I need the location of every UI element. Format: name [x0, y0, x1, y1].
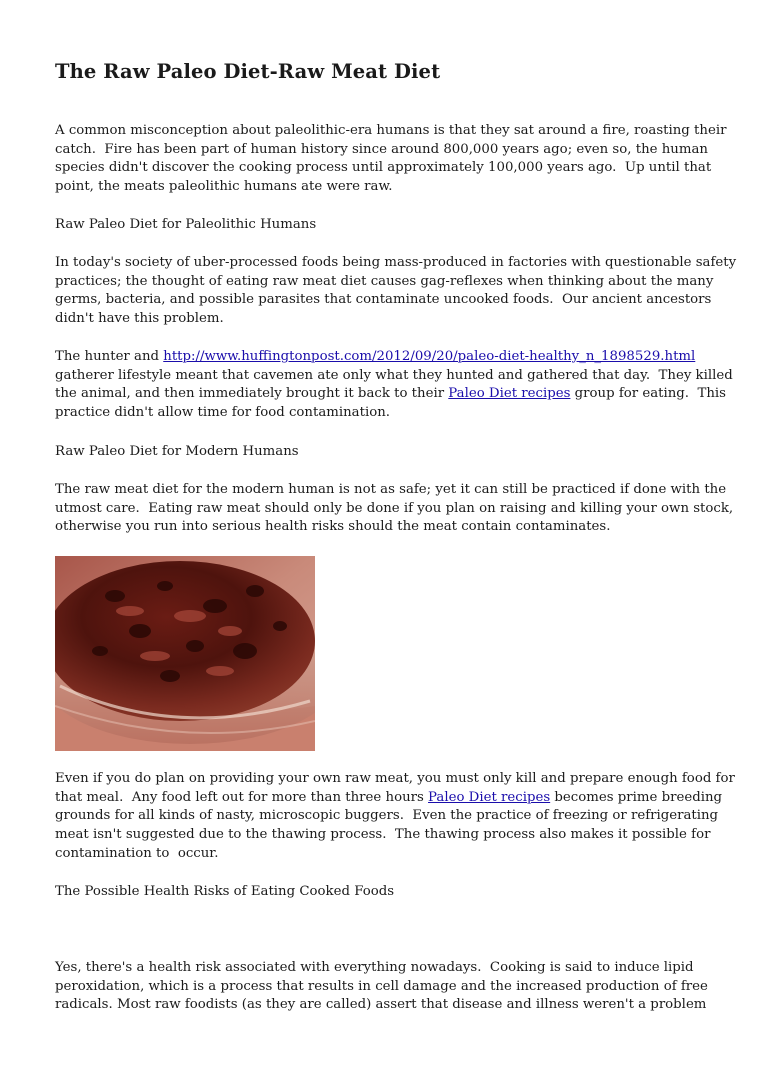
section-heading-text: Raw Paleo Diet for Modern Humans	[55, 444, 299, 459]
text-line: In today's society of uber-processed foods being mass-produced in factories with questionable safety	[55, 255, 737, 270]
text-line: practices; the thought of eating raw meat diet causes gag-reflexes when thinking about the many	[55, 273, 714, 289]
society-paragraph	[55, 254, 737, 329]
intro-paragraph	[55, 122, 727, 197]
text-line: A common misconception about paleolithic-era humans is that they sat around a fire, roasting their	[55, 123, 727, 138]
modern-human-paragraph	[55, 481, 734, 537]
section-heading-paleolithic	[55, 216, 715, 235]
text-line: species didn't discover the cooking process until approximately 100,000 years ago. Up until that	[55, 160, 712, 176]
raw-meat-dish-photo	[55, 556, 315, 751]
text-segment: The hunter and	[55, 349, 164, 364]
document-title: The Raw Paleo Diet-Raw Meat Diet	[55, 60, 441, 83]
text-line: radicals. Most raw foodists (as they are called) assert that disease and illness weren't a problem	[55, 997, 707, 1013]
text-line: peroxidation, which is a process that results in cell damage and the increased production of free	[55, 978, 708, 994]
hunter-gatherer-paragraph	[55, 348, 733, 423]
text-segment: that meal. Any food left out for more than three hours	[55, 789, 429, 805]
text-segment: the animal, and then immediately brought it back to their	[55, 386, 449, 402]
text-line: meat isn't suggested due to the thawing process. The thawing process also makes it possible for	[55, 827, 711, 843]
text-line: Even if you do plan on providing your own raw meat, you must only kill and prepare enough food for	[55, 771, 735, 786]
health-risk-paragraph	[55, 959, 715, 1015]
huffingtonpost-link[interactable]: http://www.huffingtonpost.com/2012/09/20/paleo-diet-healthy_n_1898529.html	[163, 349, 696, 364]
section-heading-modern	[55, 443, 715, 462]
text-segment: group for eating. This	[570, 386, 726, 402]
text-line: point, the meats paleolithic humans ate were raw.	[55, 179, 393, 195]
paleo-diet-recipes-link[interactable]: Paleo Diet recipes	[448, 386, 571, 402]
text-line	[55, 385, 726, 404]
text-line: contamination to occur.	[55, 845, 219, 861]
text-line: grounds for all kinds of nasty, microscopic buggers. Even the practice of freezing or refrigerating	[55, 808, 719, 824]
text-line: gatherer lifestyle meant that cavemen ate only what they hunted and gathered that day. They killed	[55, 367, 733, 383]
text-line: practice didn't allow time for food contamination.	[55, 405, 391, 421]
text-line: The raw meat diet for the modern human is not as safe; yet it can still be practiced if done with the	[55, 482, 727, 497]
text-line	[55, 348, 715, 367]
text-line	[55, 789, 723, 808]
section-heading-text: The Possible Health Risks of Eating Cooked Foods	[55, 884, 395, 899]
section-heading-health-risks	[55, 883, 715, 902]
paleo-diet-recipes-link-2[interactable]: Paleo Diet recipes	[428, 789, 551, 805]
text-line: didn't have this problem.	[55, 311, 224, 327]
text-segment: becomes prime breeding	[550, 789, 723, 805]
provide-own-meat-paragraph	[55, 770, 735, 864]
text-line: otherwise you run into serious health risks should the meat contain contaminates.	[55, 519, 611, 535]
text-line: germs, bacteria, and possible parasites that contaminate uncooked foods. Our ancient ancestors	[55, 292, 712, 308]
text-line: catch. Fire has been part of human history since around 800,000 years ago; even so, the human	[55, 141, 708, 157]
text-line: Yes, there's a health risk associated with everything nowadays. Cooking is said to induce lipid	[55, 960, 694, 975]
section-heading-text: Raw Paleo Diet for Paleolithic Humans	[55, 217, 317, 232]
text-line: utmost care. Eating raw meat should only be done if you plan on raising and killing your own stock,	[55, 500, 734, 516]
